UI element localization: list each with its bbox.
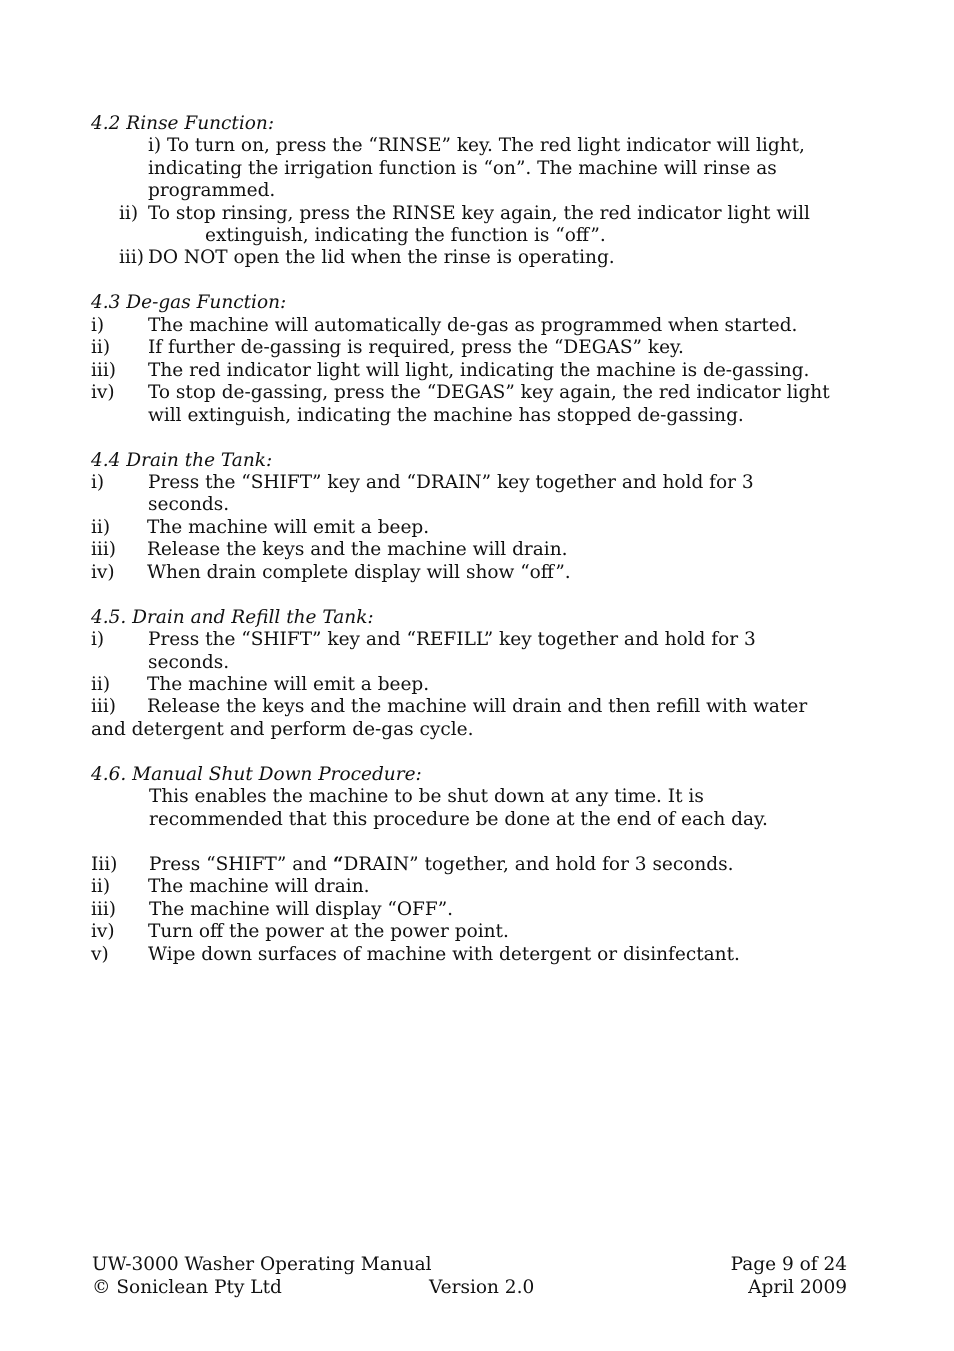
drain-item-number: ii) [91, 517, 111, 538]
shutdown-item-number: ii) [91, 876, 111, 897]
degas-item-text: will extinguish, indicating the machine has stopped de-gassing. [148, 405, 744, 426]
shutdown-intro-line-1: This enables the machine to be shut down at any time. It is [149, 786, 704, 807]
drain-item-text: Press the “SHIFT” key and “DRAIN” key together and hold for 3 [148, 472, 754, 493]
shutdown-item-text [149, 854, 734, 876]
shutdown-intro-line-2: recommended that this procedure be done at the end of each day. [149, 809, 768, 830]
footer-manual-title: UW-3000 Washer Operating Manual [92, 1254, 432, 1275]
section-heading-drain: 4.4 Drain the Tank: [91, 450, 273, 471]
shutdown-item-bold-quote: “ [332, 854, 344, 875]
drain-item-text: seconds. [148, 494, 230, 515]
drain-item-text: The machine will emit a beep. [147, 517, 430, 538]
rinse-item-3-number: iii) [119, 247, 144, 268]
rinse-item-1-line-3: programmed. [148, 180, 276, 201]
rinse-item-2-line-2: extinguish, indicating the function is “off”. [205, 225, 606, 246]
refill-item-text: Press the “SHIFT” key and “REFILL” key together and hold for 3 [148, 629, 756, 650]
degas-item-text: The machine will automatically de-gas as programmed when started. [148, 315, 798, 336]
shutdown-item-number: Iii) [91, 854, 118, 875]
section-heading-degas: 4.3 De-gas Function: [91, 292, 287, 313]
shutdown-item-text-pre: Press “SHIFT” and [149, 854, 333, 875]
drain-item-number: i) [91, 472, 105, 493]
refill-item-number: ii) [91, 674, 111, 695]
drain-item-number: iii) [91, 539, 116, 560]
degas-item-number: i) [91, 315, 105, 336]
rinse-item-3-line-1: DO NOT open the lid when the rinse is operating. [148, 247, 615, 268]
footer-date: April 2009 [748, 1277, 847, 1298]
shutdown-item-text: The machine will display “OFF”. [149, 899, 454, 920]
rinse-item-1-line-2: indicating the irrigation function is “on”. The machine will rinse as [148, 158, 777, 179]
section-heading-rinse: 4.2 Rinse Function: [91, 113, 275, 134]
drain-item-text: Release the keys and the machine will drain. [147, 539, 568, 560]
shutdown-item-number: iv) [91, 921, 115, 942]
shutdown-item-text-post: DRAIN” together, and hold for 3 seconds. [343, 854, 734, 875]
degas-item-text: The red indicator light will light, indicating the machine is de-gassing. [148, 360, 810, 381]
shutdown-item-text: Wipe down surfaces of machine with detergent or disinfectant. [148, 944, 740, 965]
rinse-item-2-number: ii) [119, 203, 139, 224]
shutdown-item-number: v) [91, 944, 109, 965]
footer-version: Version 2.0 [429, 1277, 535, 1298]
refill-continuation: and detergent and perform de-gas cycle. [91, 719, 474, 740]
degas-item-text: To stop de-gassing, press the “DEGAS” key again, the red indicator light [148, 382, 830, 403]
shutdown-item-number: iii) [91, 899, 116, 920]
section-heading-refill: 4.5. Drain and Refill the Tank: [91, 607, 374, 628]
shutdown-item-text: Turn off the power at the power point. [148, 921, 509, 942]
refill-item-text: seconds. [148, 652, 230, 673]
refill-item-text: Release the keys and the machine will drain and then refill with water [147, 696, 808, 717]
rinse-item-1-line-1: i) To turn on, press the “RINSE” key. The red light indicator will light, [148, 135, 805, 156]
rinse-item-2-line-1: To stop rinsing, press the RINSE key again, the red indicator light will [148, 203, 810, 224]
refill-item-number: iii) [91, 696, 116, 717]
degas-item-text: If further de-gassing is required, press the “DEGAS” key. [148, 337, 684, 358]
degas-item-number: ii) [91, 337, 111, 358]
section-heading-shutdown: 4.6. Manual Shut Down Procedure: [91, 764, 422, 785]
refill-item-text: The machine will emit a beep. [147, 674, 430, 695]
footer-copyright: © Soniclean Pty Ltd [92, 1277, 282, 1298]
shutdown-item-text: The machine will drain. [148, 876, 370, 897]
degas-item-number: iv) [91, 382, 115, 403]
footer-page-number: Page 9 of 24 [730, 1254, 847, 1275]
drain-item-number: iv) [91, 562, 115, 583]
drain-item-text: When drain complete display will show “off”. [147, 562, 571, 583]
refill-item-number: i) [91, 629, 105, 650]
degas-item-number: iii) [91, 360, 116, 381]
